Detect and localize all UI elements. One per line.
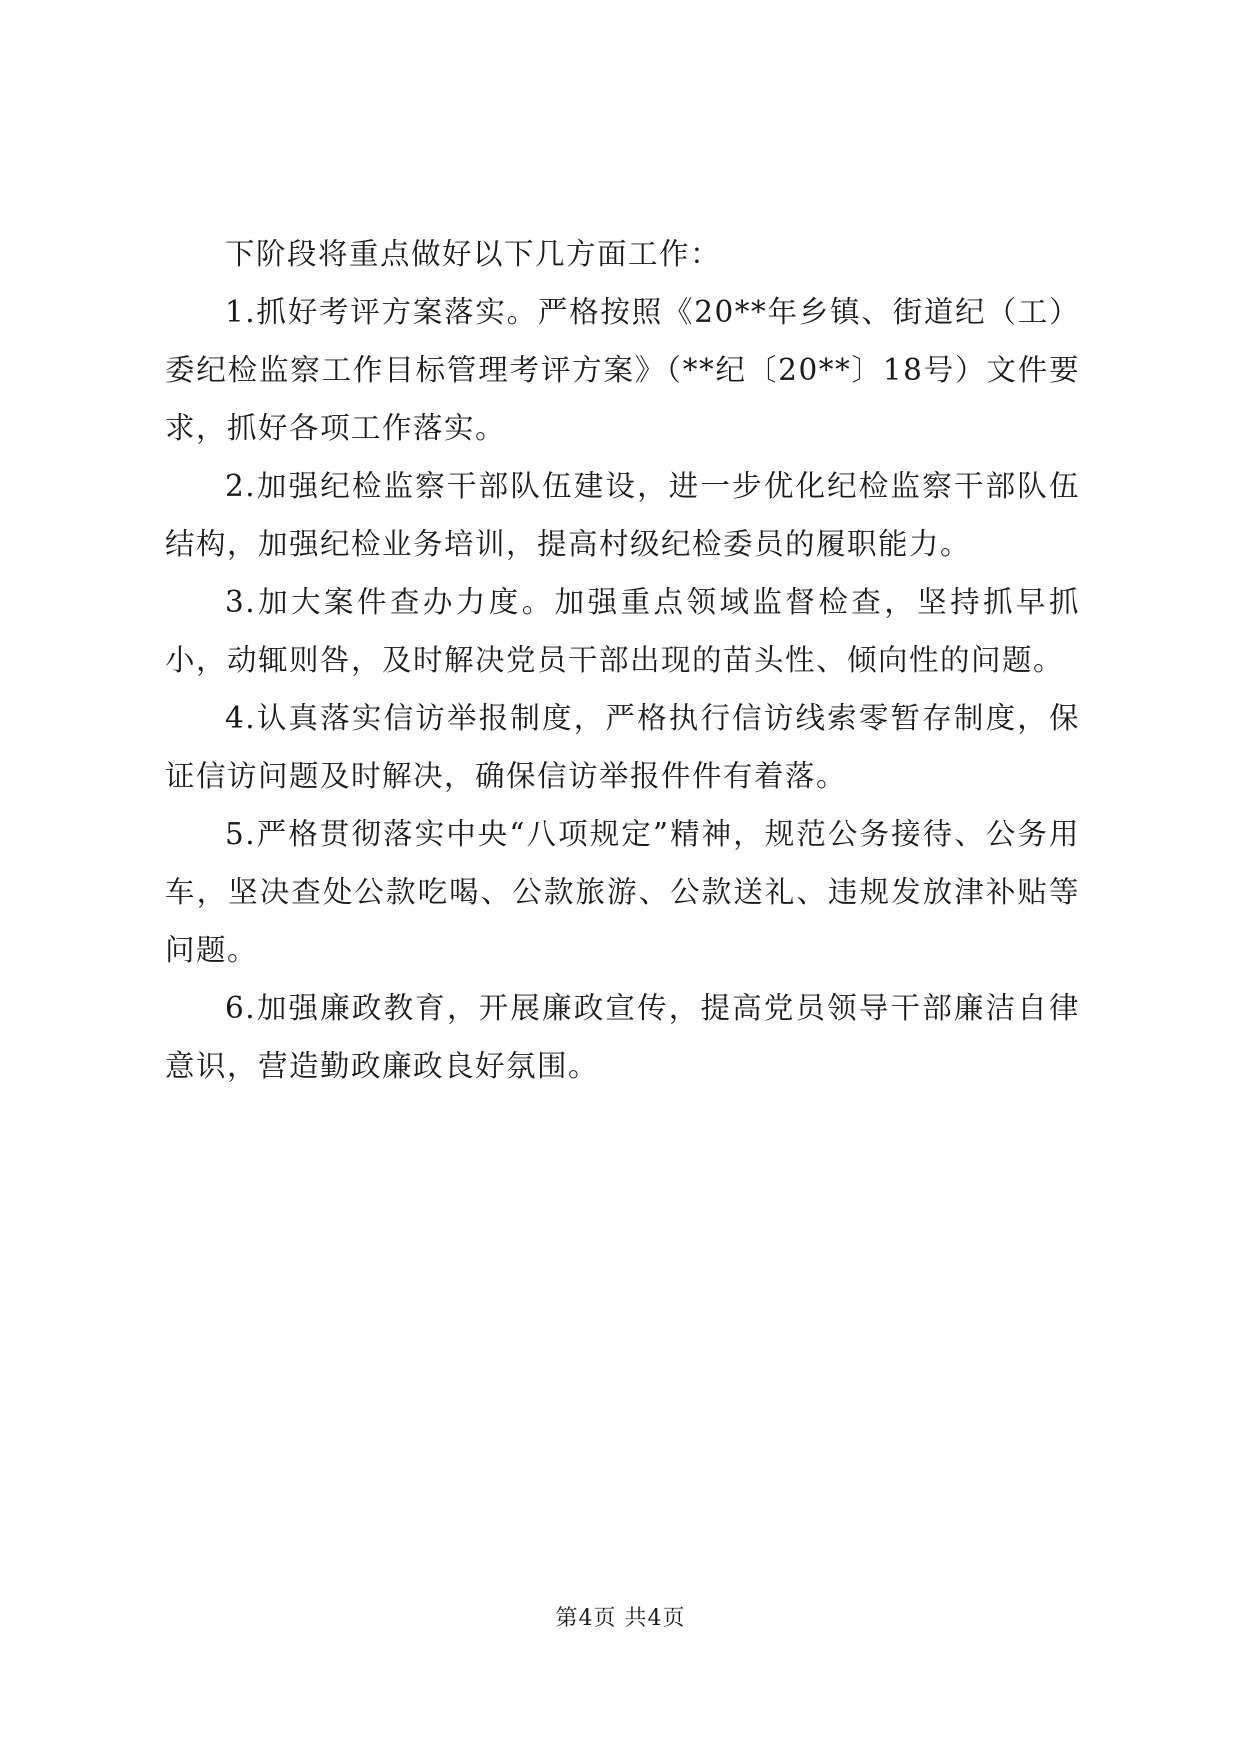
item-3-paragraph: 3.加大案件查办力度。加强重点领域监督检查，坚持抓早抓小，动辄则咎，及时解决党员干部出现的苗头性、倾向性的问题。 bbox=[165, 585, 1080, 677]
item-6-paragraph: 6.加强廉政教育，开展廉政宣传，提高党员领导干部廉洁自律意识，营造勤政廉政良好氛围。 bbox=[165, 991, 1080, 1083]
item-5-paragraph: 5.严格贯彻落实中央“八项规定”精神，规范公务接待、公务用车，坚决查处公款吃喝、公款旅游、公款送礼、违规发放津补贴等问题。 bbox=[165, 817, 1080, 967]
document-body bbox=[165, 225, 1080, 1095]
intro-paragraph: 下阶段将重点做好以下几方面工作： bbox=[225, 237, 722, 271]
item-2-paragraph: 2.加强纪检监察干部队伍建设，进一步优化纪检监察干部队伍结构，加强纪检业务培训，提高村级纪检委员的履职能力。 bbox=[165, 469, 1080, 561]
page-number-footer: 第4页 共4页 bbox=[555, 1606, 686, 1631]
item-1-paragraph: 1.抓好考评方案落实。严格按照《20**年乡镇、街道纪（工）委纪检监察工作目标管理考评方案》（**纪〔20**〕18号）文件要求，抓好各项工作落实。 bbox=[165, 295, 1080, 445]
item-4-paragraph: 4.认真落实信访举报制度，严格执行信访线索零暂存制度，保证信访问题及时解决，确保信访举报件件有着落。 bbox=[165, 701, 1080, 793]
